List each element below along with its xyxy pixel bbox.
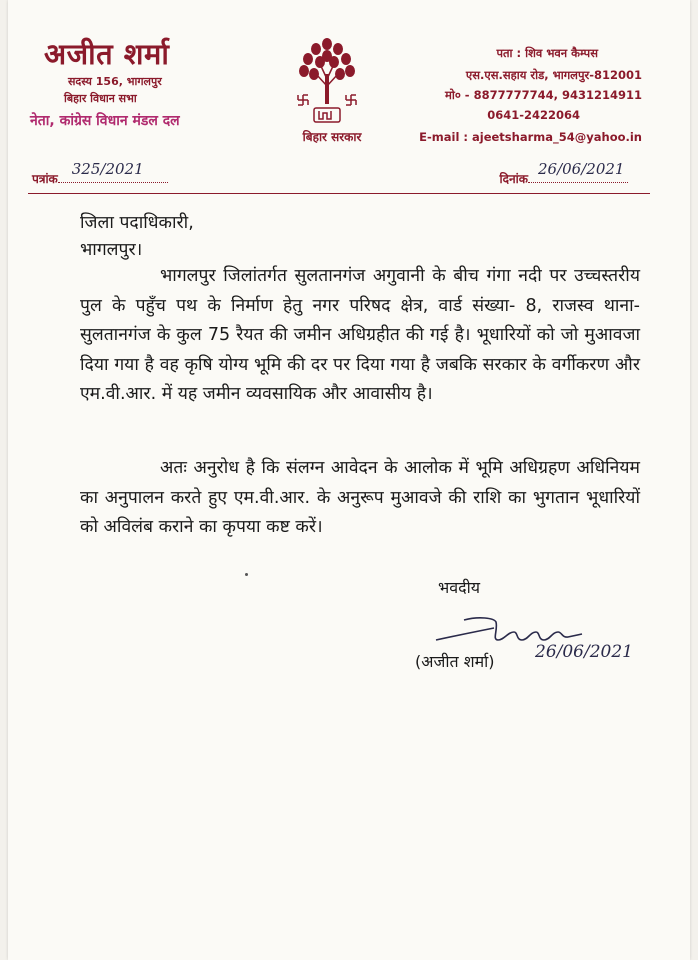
reference-label: पत्रांक xyxy=(32,172,58,186)
closing-salutation: भवदीय xyxy=(438,578,481,597)
signature-date: 26/06/2021 xyxy=(535,642,633,662)
signatory-name: (अजीत शर्मा) xyxy=(415,652,495,671)
bihar-emblem-icon xyxy=(292,34,362,134)
paragraph-1: भागलपुर जिलांतर्गत सुलतानगंज अगुवानी के बीच गंगा नदी पर उच्चस्तरीय पुल के पहुँच पथ के निर्माण हेतु नगर परिषद क्षेत्र, वार्ड संख्या- 8, राजस्व थाना- सुलतानगंज के कुल 75 रैयत की जमीन अधिग्रहीत की गई है। भूधारियों को जो मुआवजा दिया गया है वह कृषि योग्य भूमि की दर पर दिया गया है जबकि सरकार के वर्गीकरण और एम.वी.आर. में यह जमीन व्यवसायिक और आवासीय है। xyxy=(80,266,640,404)
letter-page xyxy=(8,0,690,960)
date-value: 26/06/2021 xyxy=(538,160,625,178)
sender-member-line: सदस्य 156, भागलपुर xyxy=(68,75,162,88)
sender-leader-line: नेता, कांग्रेस विधान मंडल दल xyxy=(30,113,180,129)
paper-speck xyxy=(245,573,248,576)
addressee-title: जिला पदाधिकारी, xyxy=(80,213,194,233)
paragraph-2: अतः अनुरोध है कि संलग्न आवेदन के आलोक में भूमि अधिग्रहण अधिनियम का अनुपालन करते हुए एम.वी.आर. के अनुरूप मुआवजे की राशि का भुगतान भूधारियों को अविलंब कराने का कृपया कष्ट करें। xyxy=(80,458,640,537)
email-line: E-mail : ajeetsharma_54@yahoo.in xyxy=(419,130,642,144)
address-line-2: एस.एस.सहाय रोड, भागलपुर-812001 xyxy=(465,68,642,82)
date-label: दिनांक xyxy=(499,172,528,186)
addressee-place: भागलपुर। xyxy=(80,240,143,260)
reference-date xyxy=(499,160,628,187)
sender-name: अजीत शर्मा xyxy=(44,37,170,71)
reference-value: 325/2021 xyxy=(71,160,144,178)
sender-assembly-line: बिहार विधान सभा xyxy=(64,92,137,105)
phone-line: मो० - 8877777744, 9431214911 xyxy=(444,88,642,102)
emblem-label: बिहार सरकार xyxy=(302,130,362,144)
reference-number xyxy=(32,160,168,187)
address-line-1: पता : शिव भवन कैम्पस xyxy=(496,46,598,60)
landline: 0641-2422064 xyxy=(487,108,580,122)
header-divider xyxy=(28,193,650,194)
